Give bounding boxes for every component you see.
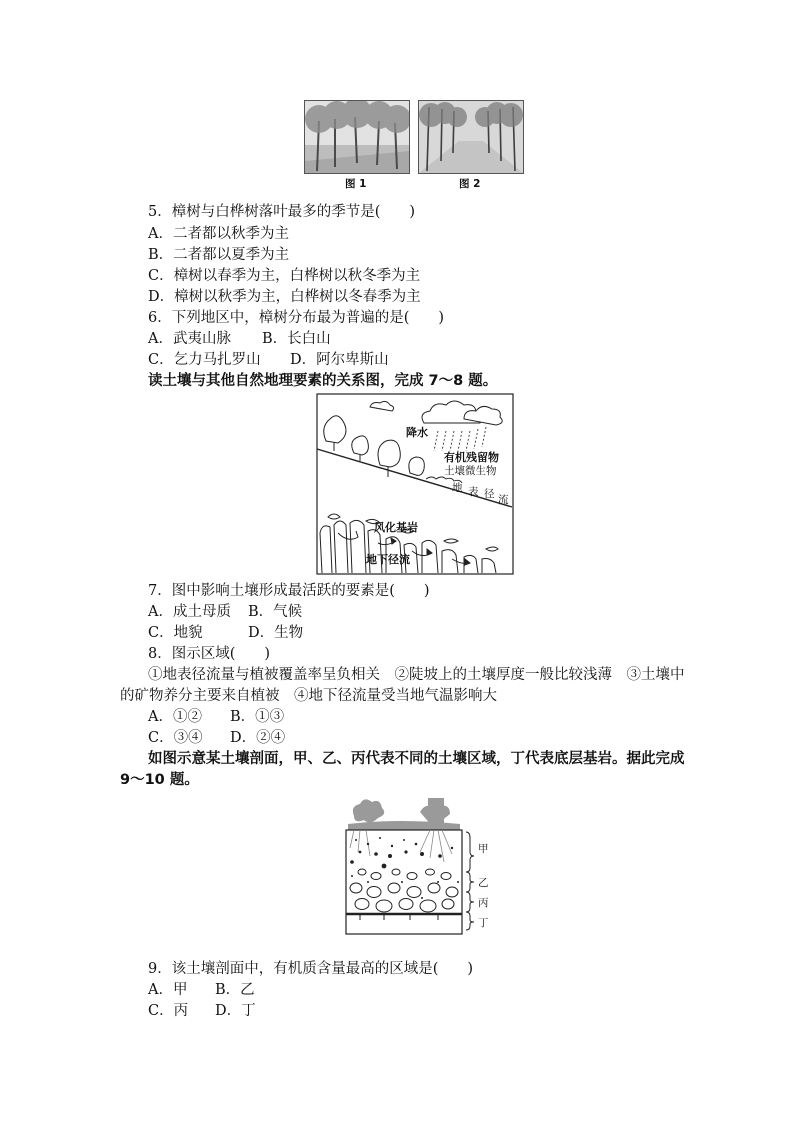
label-runoff-1: 地 bbox=[452, 482, 463, 494]
photo-figure-1 bbox=[304, 100, 410, 174]
q7-option-b: B．气候 bbox=[248, 604, 303, 620]
q8-option-a: A．①② bbox=[148, 709, 202, 725]
q8-stem: 8．图示区域( ) bbox=[148, 646, 271, 662]
tree-photo-1-icon bbox=[305, 101, 409, 173]
figure-1-caption: 图 1 bbox=[345, 178, 367, 190]
q7-option-d: D．生物 bbox=[248, 625, 304, 641]
grass-icon bbox=[348, 798, 460, 830]
tree-photo-2-icon bbox=[419, 101, 523, 173]
q6-option-c: C．乞力马扎罗山 bbox=[148, 352, 261, 368]
label-bedrock: 风化基岩 bbox=[374, 521, 418, 534]
q8-option-c: C．③④ bbox=[148, 730, 203, 746]
q6-stem: 6．下列地区中，樟树分布最为普遍的是( ) bbox=[148, 310, 445, 326]
label-ding: 丁 bbox=[478, 917, 489, 929]
q9-option-c: C．丙 bbox=[148, 1003, 189, 1019]
label-yi: 乙 bbox=[478, 877, 489, 889]
label-jia: 甲 bbox=[478, 843, 489, 855]
intro-9-10-line-2: 9～10 题。 bbox=[120, 772, 199, 788]
soil-relationship-diagram bbox=[316, 393, 514, 575]
q9-option-d: D．丁 bbox=[215, 1003, 256, 1019]
photo-figure-2 bbox=[418, 100, 524, 174]
q5-stem: 5．樟树与白桦树落叶最多的季节是( ) bbox=[148, 204, 416, 220]
q5-option-d: D．樟树以秋季为主，白桦树以冬春季为主 bbox=[148, 289, 421, 305]
q6-option-b: B．长白山 bbox=[262, 331, 331, 347]
label-bing: 丙 bbox=[478, 897, 489, 909]
q8-body-1: ①地表径流量与植被覆盖率呈负相关 ②陡坡上的土壤厚度一般比较浅薄 ③土壤中 bbox=[148, 667, 685, 683]
soil-profile-diagram bbox=[340, 796, 510, 936]
intro-7-8: 读土壤与其他自然地理要素的关系图，完成 7～8 题。 bbox=[148, 373, 498, 389]
q8-body-2: 的矿物养分主要来自植被 ④地下径流量受当地气温影响大 bbox=[120, 688, 497, 704]
q8-option-d: D．②④ bbox=[230, 730, 286, 746]
q5-option-b: B．二者都以夏季为主 bbox=[148, 247, 290, 263]
label-organic: 有机残留物 bbox=[444, 451, 499, 464]
label-runoff-2: 表 bbox=[468, 486, 479, 498]
q6-option-d: D．阿尔卑斯山 bbox=[290, 352, 389, 368]
label-rain: 降水 bbox=[406, 426, 428, 439]
q9-option-a: A．甲 bbox=[148, 982, 188, 998]
q7-option-c: C．地貌 bbox=[148, 625, 203, 641]
q5-option-a: A．二者都以秋季为主 bbox=[148, 226, 289, 242]
q7-option-a: A．成土母质 bbox=[148, 604, 231, 620]
q9-option-b: B．乙 bbox=[215, 982, 255, 998]
label-runoff-3: 径 bbox=[484, 488, 495, 500]
label-underground: 地下径流 bbox=[366, 553, 410, 566]
figure-2-caption: 图 2 bbox=[459, 178, 481, 190]
q7-stem: 7．图中影响土壤形成最活跃的要素是( ) bbox=[148, 583, 430, 599]
q6-option-a: A．武夷山脉 bbox=[148, 331, 231, 347]
q5-option-c: C．樟树以春季为主，白桦树以秋冬季为主 bbox=[148, 268, 421, 284]
label-microbe: 土壤微生物 bbox=[444, 465, 497, 477]
intro-9-10-line-1: 如图示意某土壤剖面，甲、乙、丙代表不同的土壤区域，丁代表底层基岩。据此完成 bbox=[148, 751, 685, 767]
q8-option-b: B．①③ bbox=[230, 709, 285, 725]
q9-stem: 9．该土壤剖面中，有机质含量最高的区域是( ) bbox=[148, 961, 474, 977]
label-runoff-4: 流 bbox=[498, 494, 509, 506]
